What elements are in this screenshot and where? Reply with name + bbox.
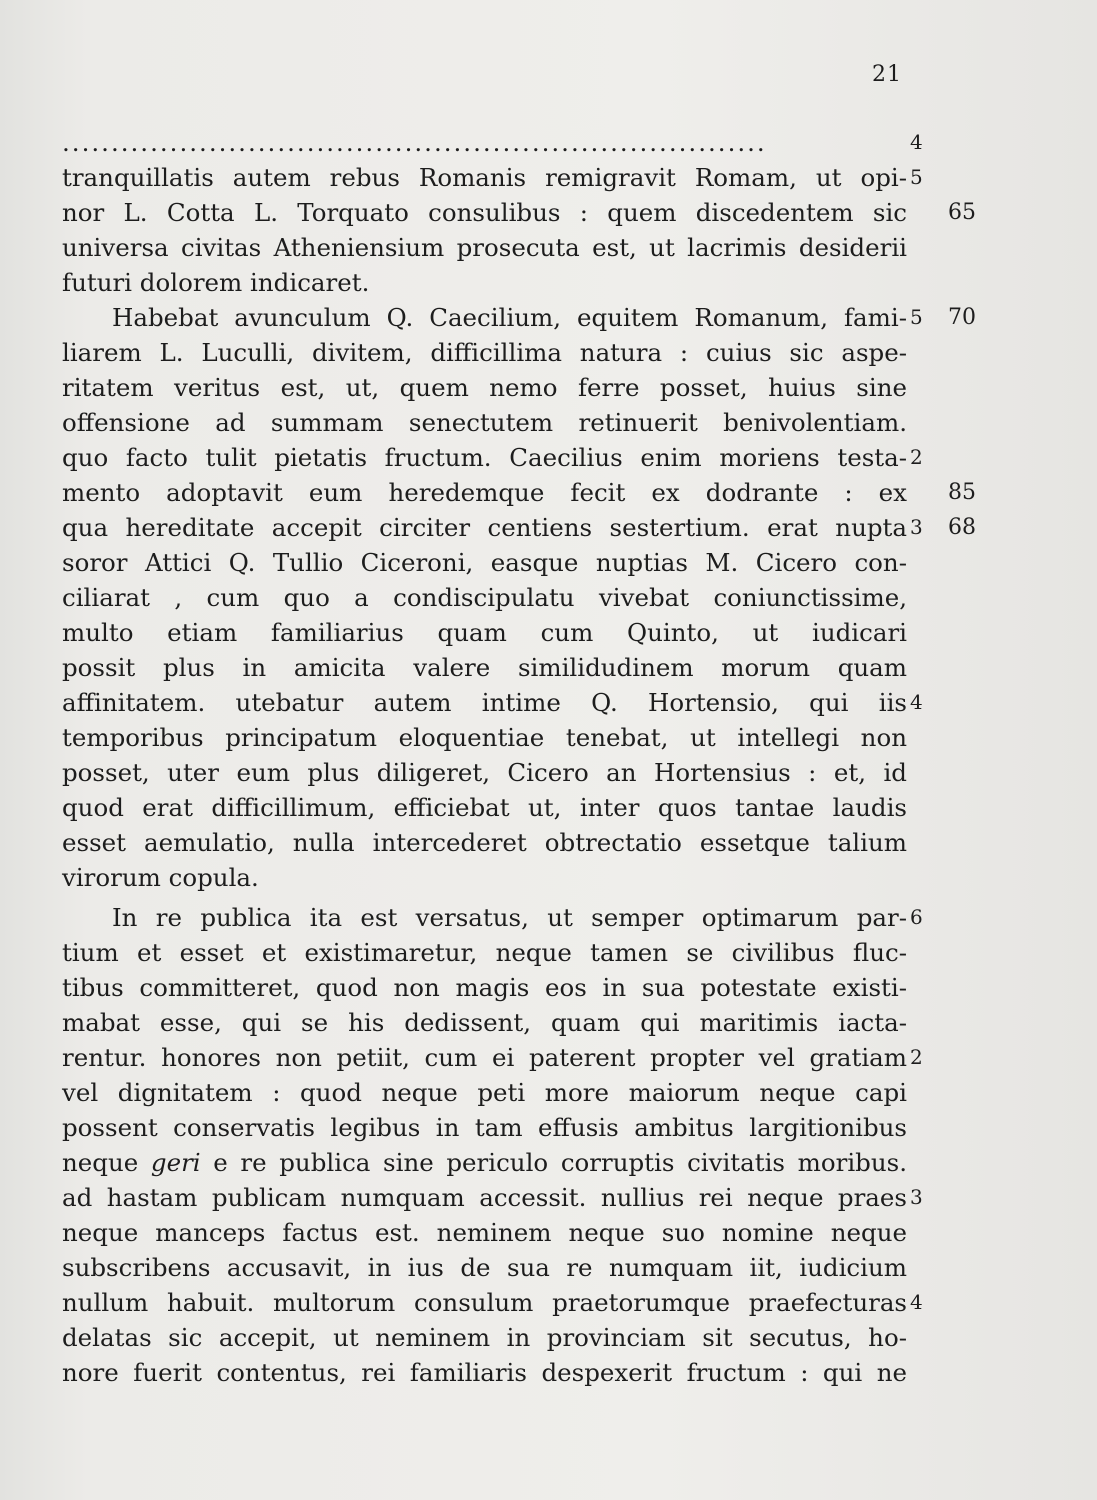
section-number: 2 <box>910 1045 923 1069</box>
text-line: rentur. honores non petiit, cum ei paterent propter vel gratiam <box>62 1043 907 1072</box>
text-line: tium et esset et existimaretur, neque tamen se civilibus fluc- <box>62 938 907 967</box>
text-line: posset, uter eum plus diligeret, Cicero an Hortensius : et, id <box>62 758 907 787</box>
text-line: soror Attici Q. Tullio Ciceroni, easque nuptias M. Cicero con- <box>62 548 907 577</box>
text-line: esset aemulatio, nulla intercederet obtrectatio essetque talium <box>62 828 907 857</box>
section-number: 4 <box>910 130 923 154</box>
section-number: 3 <box>910 515 923 539</box>
section-number: 6 <box>910 905 923 929</box>
line-reference: 70 <box>948 305 976 330</box>
text-line-with-italic <box>62 1145 907 1180</box>
section-number: 4 <box>910 1290 923 1314</box>
text-line: nore fuerit contentus, rei familiaris despexerit fructum : qui ne <box>62 1358 907 1387</box>
text-segment: neque <box>62 1148 151 1177</box>
section-number: 3 <box>910 1185 923 1209</box>
text-line: multo etiam familiarius quam cum Quinto, ut iudicari <box>62 618 907 647</box>
text-line: possent conservatis legibus in tam effusis ambitus largitionibus <box>62 1113 907 1142</box>
text-line: vel dignitatem : quod neque peti more maiorum neque capi <box>62 1078 907 1107</box>
paragraph-start-line: Habebat avunculum Q. Caecilium, equitem Romanum, fami- <box>112 303 907 332</box>
text-line: ritatem veritus est, ut, quem nemo ferre posset, huius sine <box>62 373 907 402</box>
line-reference: 85 <box>948 480 976 505</box>
paragraph-start-line: In re publica ita est versatus, ut semper optimarum par- <box>112 903 907 932</box>
text-line: affinitatem. utebatur autem intime Q. Hortensio, qui iis <box>62 688 907 717</box>
text-line: mento adoptavit eum heredemque fecit ex dodrante : ex <box>62 478 907 507</box>
text-line: qua hereditate accepit circiter centiens sestertium. erat nupta <box>62 513 907 542</box>
section-number: 2 <box>910 445 923 469</box>
text-line: tibus committeret, quod non magis eos in sua potestate existi- <box>62 973 907 1002</box>
text-line: temporibus principatum eloquentiae tenebat, ut intellegi non <box>62 723 907 752</box>
text-line: ciliarat , cum quo a condiscipulatu vivebat coniunctissime, <box>62 583 907 612</box>
section-number: 4 <box>910 690 923 714</box>
text-line: possit plus in amicita valere similidudinem morum quam <box>62 653 907 682</box>
text-line: liarem L. Luculli, divitem, difficillima natura : cuius sic aspe- <box>62 338 907 367</box>
text-line: virorum copula. <box>62 863 259 892</box>
page-number: 21 <box>872 62 902 87</box>
text-line: nor L. Cotta L. Torquato consulibus : quem discedentem sic <box>62 198 907 227</box>
line-reference: 68 <box>948 515 976 540</box>
text-segment: e re publica sine periculo corruptis civitatis moribus. <box>200 1148 907 1177</box>
text-line: mabat esse, qui se his dedissent, quam qui maritimis iacta- <box>62 1008 907 1037</box>
dotted-omission-line: ........................................................................ <box>62 128 767 157</box>
text-line: delatas sic accepit, ut neminem in provinciam sit secutus, ho- <box>62 1323 907 1352</box>
text-line: neque manceps factus est. neminem neque suo nomine neque <box>62 1218 907 1247</box>
text-line: ad hastam publicam numquam accessit. nullius rei neque praes <box>62 1183 907 1212</box>
text-line: futuri dolorem indicaret. <box>62 268 370 297</box>
text-line: quo facto tulit pietatis fructum. Caecilius enim moriens testa- <box>62 443 907 472</box>
text-line: subscribens accusavit, in ius de sua re numquam iit, iudicium <box>62 1253 907 1282</box>
section-number: 5 <box>910 305 923 329</box>
section-number: 5 <box>910 165 923 189</box>
text-line: nullum habuit. multorum consulum praetorumque praefecturas <box>62 1288 907 1317</box>
text-line: universa civitas Atheniensium prosecuta est, ut lacrimis desiderii <box>62 233 907 262</box>
text-line: tranquillatis autem rebus Romanis remigravit Romam, ut opi- <box>62 163 907 192</box>
text-line: quod erat difficillimum, efficiebat ut, inter quos tantae laudis <box>62 793 907 822</box>
line-reference: 65 <box>948 200 976 225</box>
italic-word: geri <box>150 1148 201 1177</box>
text-line: offensione ad summam senectutem retinuerit benivolentiam. <box>62 408 907 437</box>
